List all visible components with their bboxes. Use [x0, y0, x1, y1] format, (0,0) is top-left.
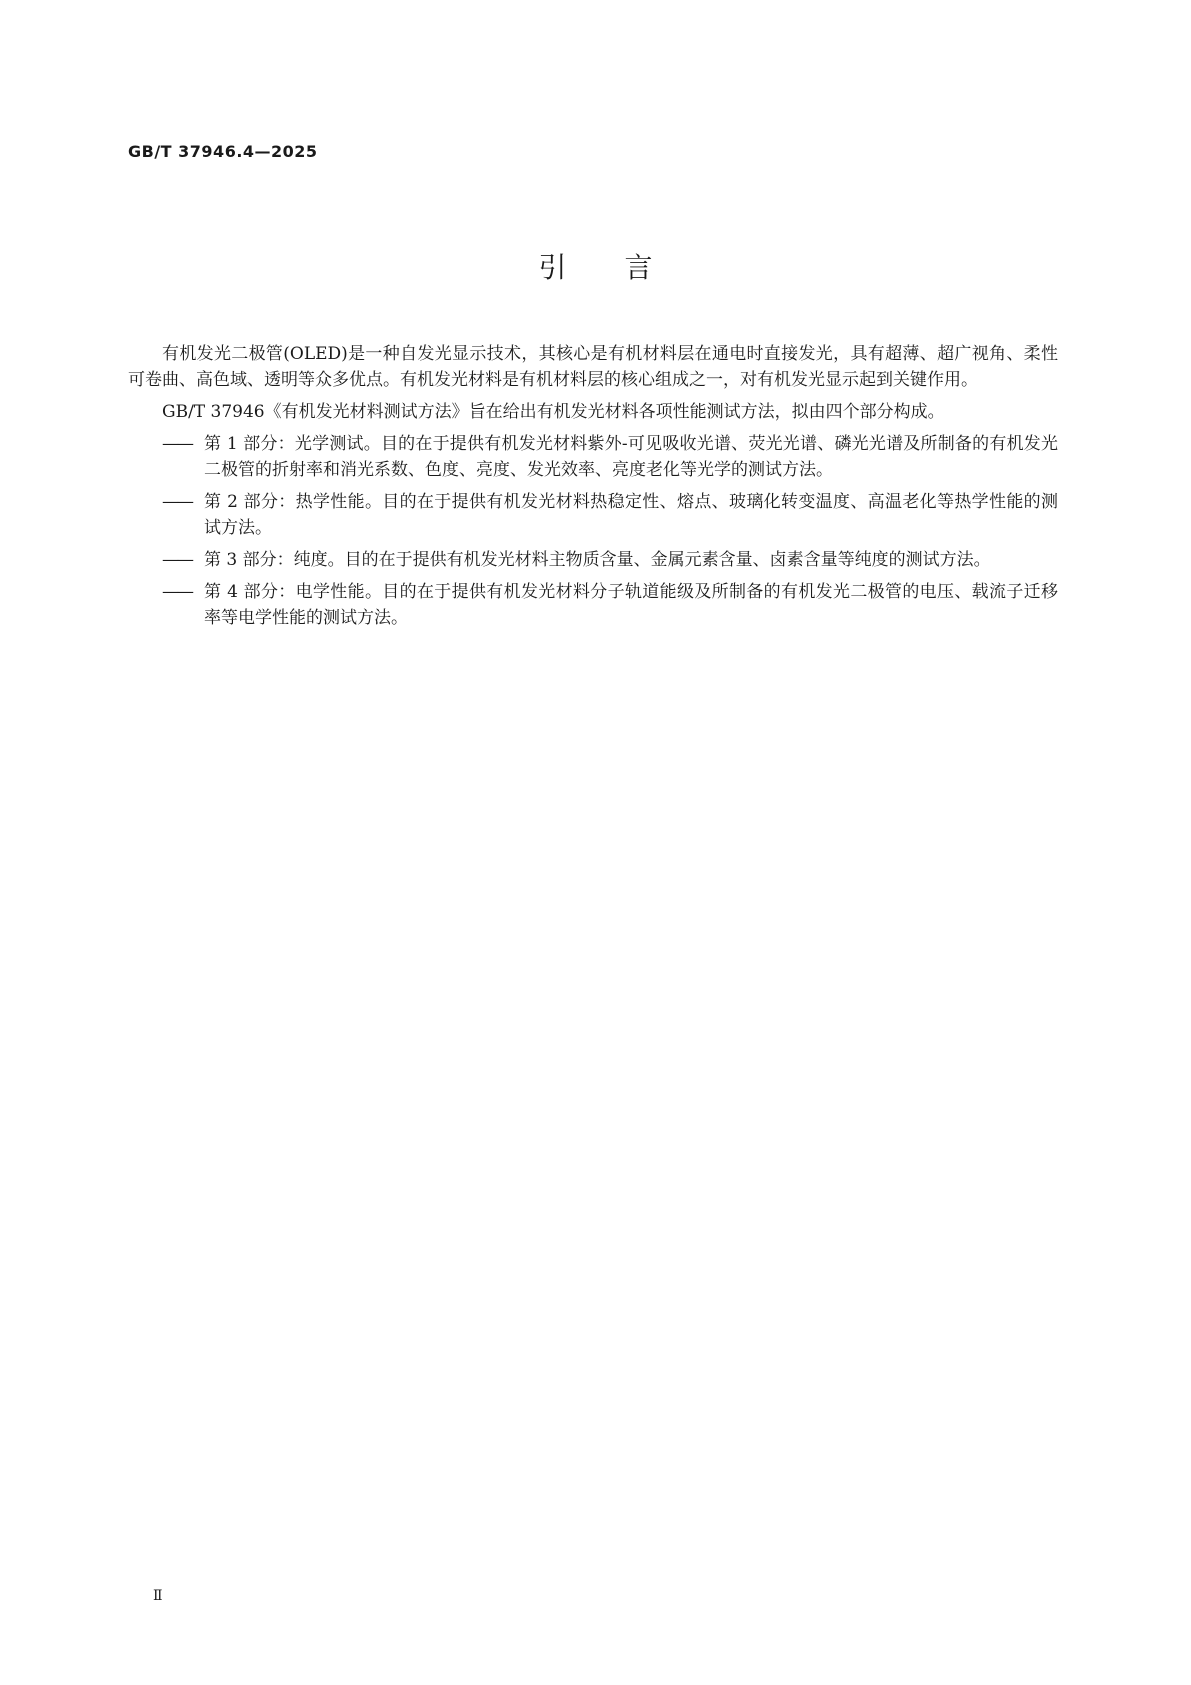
list-item-text: 第 4 部分：电学性能。目的在于提供有机发光材料分子轨道能级及所制备的有机发光二极管的电压、载流子迁移率等电学性能的测试方法。 — [204, 582, 1058, 628]
list-item-text: 第 2 部分：热学性能。目的在于提供有机发光材料热稳定性、熔点、玻璃化转变温度、高温老化等热学性能的测试方法。 — [204, 492, 1058, 538]
list-item-text: 第 3 部分：纯度。目的在于提供有机发光材料主物质含量、金属元素含量、卤素含量等纯度的测试方法。 — [204, 550, 991, 570]
list-item-part-2 — [162, 489, 1058, 541]
section-title: 引言 — [538, 251, 711, 284]
document-code: GB/T 37946.4—2025 — [128, 142, 318, 161]
list-dash: —— — [162, 582, 192, 602]
list-dash: —— — [162, 492, 192, 512]
page-number: Ⅱ — [153, 1588, 163, 1604]
list-item-part-1 — [162, 431, 1058, 483]
document-body — [128, 341, 1058, 637]
list-item-text: 第 1 部分：光学测试。目的在于提供有机发光材料紫外-可见吸收光谱、荧光光谱、磷光光谱及所制备的有机发光二极管的折射率和消光系数、色度、亮度、发光效率、亮度老化等光学的测试方法。 — [204, 434, 1058, 480]
list-dash: —— — [162, 434, 192, 454]
list-item-part-3 — [162, 547, 1058, 573]
list-item-part-4 — [162, 579, 1058, 631]
list-dash: —— — [162, 550, 192, 570]
intro-paragraph-1: 有机发光二极管(OLED)是一种自发光显示技术，其核心是有机材料层在通电时直接发光，具有超薄、超广视角、柔性可卷曲、高色域、透明等众多优点。有机发光材料是有机材料层的核心组成之一，对有机发光显示起到关键作用。 — [128, 344, 1058, 390]
intro-paragraph-2: GB/T 37946《有机发光材料测试方法》旨在给出有机发光材料各项性能测试方法，拟由四个部分构成。 — [162, 402, 945, 422]
